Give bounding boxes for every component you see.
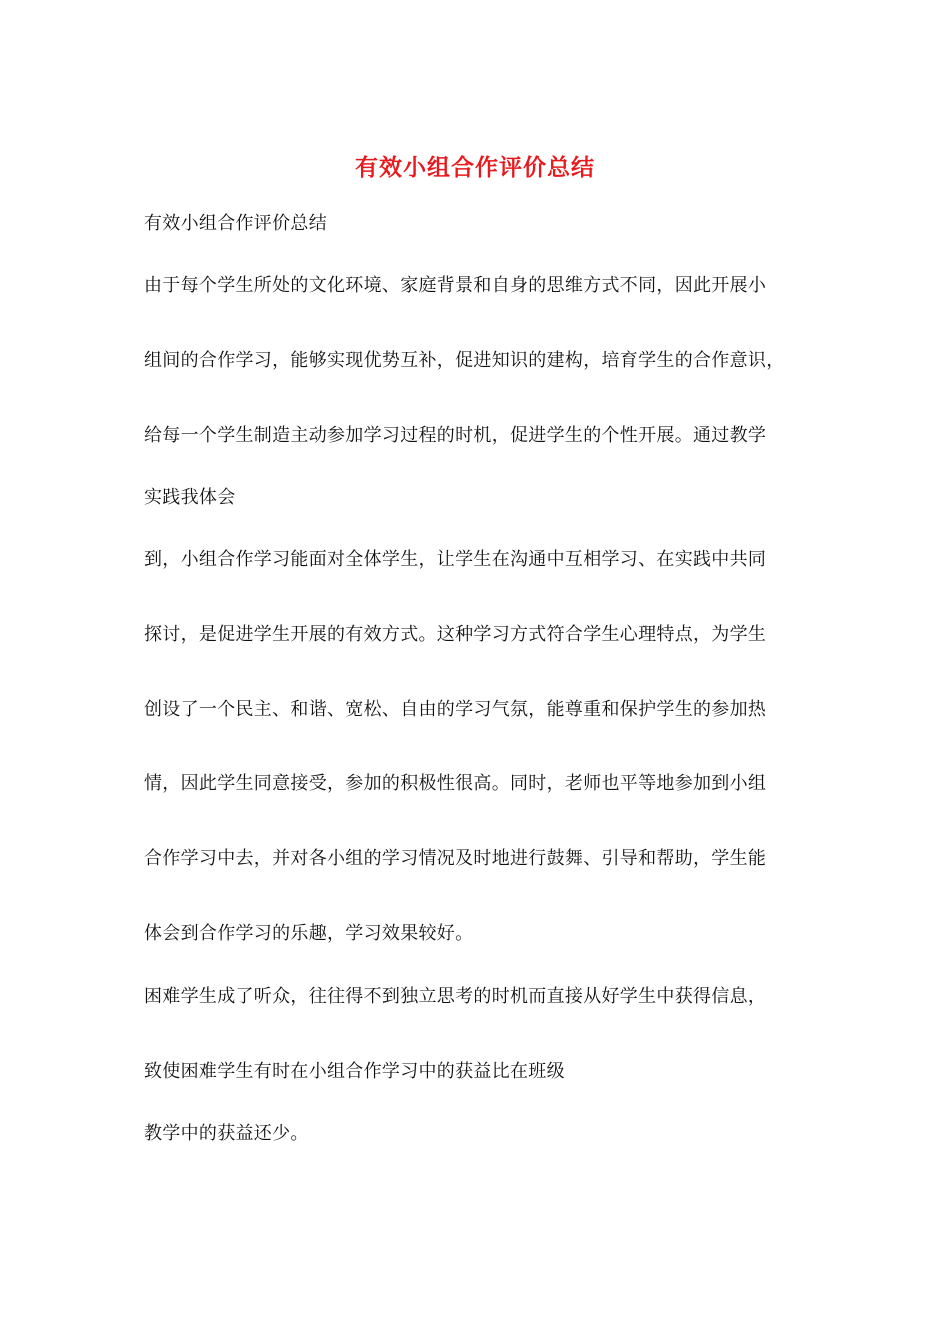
document-title: 有效小组合作评价总结 (355, 155, 595, 181)
paragraph-line: 合作学习中去，并对各小组的学习情况及时地进行鼓舞、引导和帮助，学生能 (144, 848, 767, 869)
paragraph-line: 教学中的获益还少。 (144, 1123, 309, 1144)
paragraph-line: 情，因此学生同意接受，参加的积极性很高。同时，老师也平等地参加到小组 (144, 773, 767, 794)
subtitle-line: 有效小组合作评价总结 (144, 213, 327, 234)
paragraph-line: 困难学生成了听众，往往得不到独立思考的时机而直接从好学生中获得信息， (144, 986, 767, 1007)
paragraph-line: 到，小组合作学习能面对全体学生，让学生在沟通中互相学习、在实践中共同 (144, 549, 767, 570)
paragraph-line: 给每一个学生制造主动参加学习过程的时机，促进学生的个性开展。通过教学 (144, 425, 767, 446)
paragraph-line: 创设了一个民主、和谐、宽松、自由的学习气氛，能尊重和保护学生的参加热 (144, 699, 767, 720)
paragraph-line: 探讨，是促进学生开展的有效方式。这种学习方式符合学生心理特点，为学生 (144, 624, 767, 645)
paragraph-line: 实践我体会 (144, 487, 236, 508)
paragraph-line: 体会到合作学习的乐趣，学习效果较好。 (144, 923, 474, 944)
paragraph-line: 致使困难学生有时在小组合作学习中的获益比在班级 (144, 1061, 565, 1082)
paragraph-line: 由于每个学生所处的文化环境、家庭背景和自身的思维方式不同，因此开展小 (144, 275, 767, 296)
paragraph-line: 组间的合作学习，能够实现优势互补，促进知识的建构，培育学生的合作意识， (144, 350, 785, 371)
